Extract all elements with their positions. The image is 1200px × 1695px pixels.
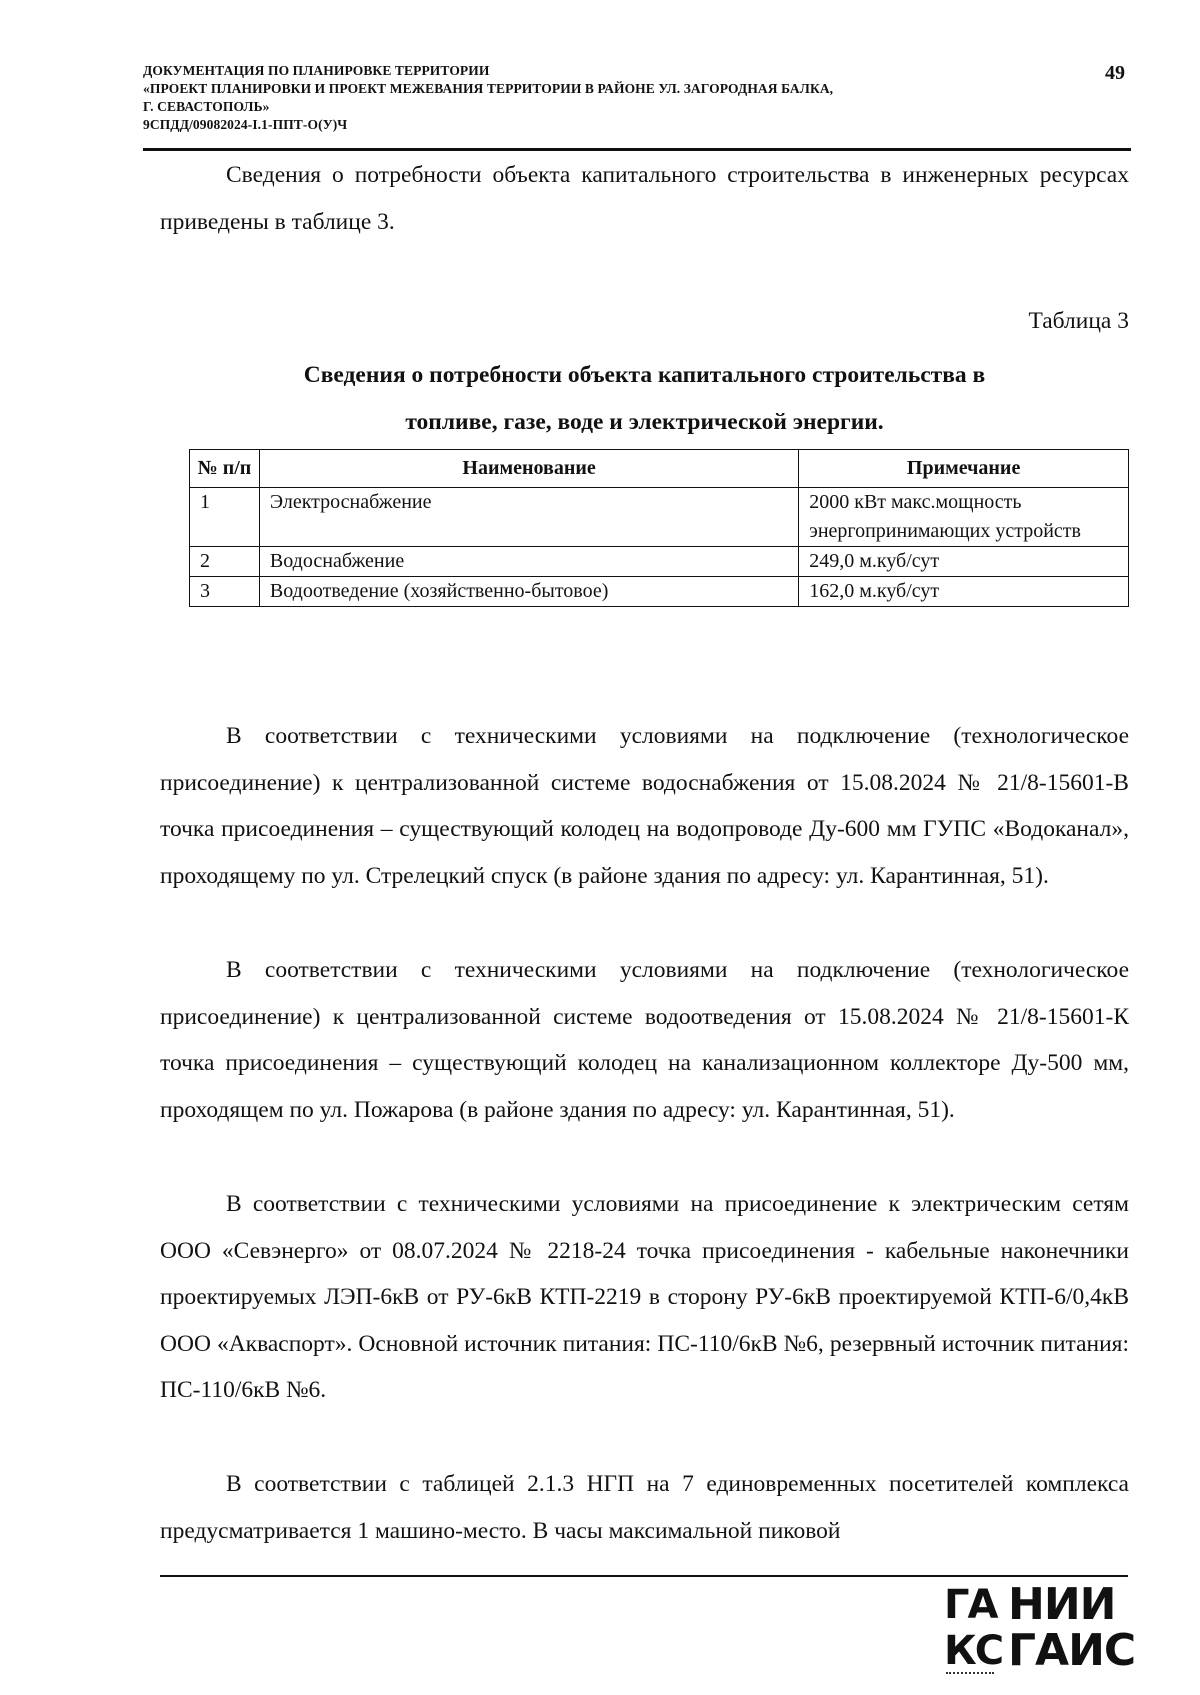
- page-number: 49: [1105, 62, 1125, 84]
- document-code: 9СПДД/09082024-I.1-ППТ-О(У)Ч: [143, 117, 348, 132]
- table-title: [160, 352, 1129, 445]
- intro-paragraph: [160, 152, 1129, 245]
- row-name: Электроснабжение: [259, 488, 798, 547]
- resources-table: [189, 449, 1129, 607]
- table-row: [190, 488, 1129, 547]
- logo-underline: [946, 1672, 994, 1677]
- table-caption: Таблица 3: [1028, 308, 1129, 334]
- column-header-number: № п/п: [190, 450, 260, 488]
- nii-gais-logo: [944, 1579, 1136, 1682]
- document-header: [143, 62, 1023, 134]
- row-name: Водоснабжение: [259, 547, 798, 577]
- table-header-row: [190, 450, 1129, 488]
- logo-mark: ГА КС: [944, 1582, 1003, 1674]
- table-row: [190, 547, 1129, 577]
- row-name: Водоотведение (хозяйственно-бытовое): [259, 577, 798, 607]
- paragraph-text: В соответствии с техническими условиями на подключение (технологическое присоединение) к централизованной системе водоотведения от 15.08.2024 № 21/8-15601-К точка присоединения – существующий колодец на канализационном коллекторе Ду-500 мм, проходящем по ул. Пожарова (в районе здания по адресу: ул. Карантинная, 51).: [160, 957, 1129, 1123]
- row-number: 1: [190, 488, 260, 547]
- row-note: 162,0 м.куб/сут: [799, 577, 1129, 607]
- footer-divider: [160, 1575, 1128, 1577]
- row-number: 3: [190, 577, 260, 607]
- row-note: 249,0 м.куб/сут: [799, 547, 1129, 577]
- column-header-name: Наименование: [259, 450, 798, 488]
- paragraph-sewerage: [160, 947, 1129, 1133]
- paragraph-parking: [160, 1461, 1129, 1554]
- header-line: «ПРОЕКТ ПЛАНИРОВКИ И ПРОЕКТ МЕЖЕВАНИЯ ТЕРРИТОРИИ В РАЙОНЕ УЛ. ЗАГОРОДНАЯ БАЛКА,: [143, 81, 834, 96]
- header-line: ДОКУМЕНТАЦИЯ ПО ПЛАНИРОВКЕ ТЕРРИТОРИИ: [143, 63, 490, 78]
- table-row: [190, 577, 1129, 607]
- header-divider: [143, 148, 1131, 151]
- paragraph-electricity: [160, 1181, 1129, 1414]
- logo-brand: НИИ ГАИС: [1008, 1579, 1136, 1676]
- table-title-line: топливе, газе, воде и электрической энергии.: [405, 408, 884, 435]
- paragraph-text: В соответствии с техническими условиями на подключение (технологическое присоединение) к централизованной системе водоснабжения от 15.08.2024 № 21/8-15601-В точка присоединения – существующий колодец на водопроводе Ду-600 мм ГУПС «Водоканал», проходящему по ул. Стрелецкий спуск (в районе здания по адресу: ул. Карантинная, 51).: [160, 723, 1129, 889]
- paragraph-water-supply: [160, 713, 1129, 899]
- column-header-note: Примечание: [799, 450, 1129, 488]
- paragraph-text: В соответствии с техническими условиями на присоединение к электрическим сетям ООО «Севэнерго» от 08.07.2024 № 2218-24 точка присоединения - кабельные наконечники проектируемых ЛЭП-6кВ от РУ-6кВ КТП-2219 в сторону РУ-6кВ проектируемой КТП-6/0,4кВ ООО «Акваспорт». Основной источник питания: ПС-110/6кВ №6, резервный источник питания: ПС-110/6кВ №6.: [160, 1191, 1129, 1403]
- intro-text: Сведения о потребности объекта капитального строительства в инженерных ресурсах приведены в таблице 3.: [160, 162, 1129, 235]
- row-note: 2000 кВт макс.мощность энергопринимающих устройств: [799, 488, 1129, 547]
- paragraph-text: В соответствии с таблицей 2.1.3 НГП на 7 единовременных посетителей комплекса предусматривается 1 машино-место. В часы максимальной пиковой: [160, 1471, 1129, 1544]
- table-title-line: Сведения о потребности объекта капитального строительства в: [303, 362, 986, 388]
- header-line: Г. СЕВАСТОПОЛЬ»: [143, 99, 270, 114]
- row-number: 2: [190, 547, 260, 577]
